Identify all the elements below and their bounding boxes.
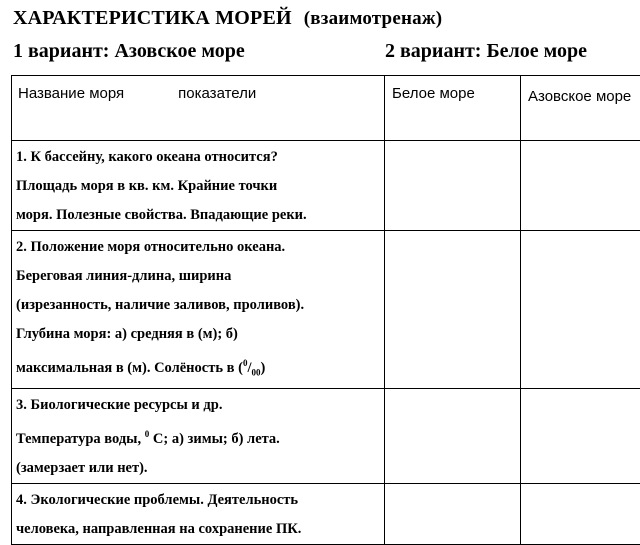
row-4-indicators xyxy=(12,483,385,544)
row-1-white-sea-cell[interactable] xyxy=(385,141,521,231)
variant-2: 2 вариант: Белое море xyxy=(385,40,587,63)
permille-slash: / xyxy=(247,360,251,376)
header-azov-sea: Азовское море xyxy=(521,76,640,141)
table-header-row xyxy=(12,76,640,141)
row-4-azov-sea-cell[interactable] xyxy=(521,483,640,544)
title-main: ХАРАКТЕРИСТИКА МОРЕЙ xyxy=(13,7,292,29)
row-1-line-3: моря. Полезные свойства. Впадающие реки. xyxy=(16,201,380,230)
row-2-indicators xyxy=(12,231,385,389)
row-3-indicators xyxy=(12,388,385,483)
table-row xyxy=(12,483,640,544)
row-2-line-5-text: максимальная в (м). Солёность в ( xyxy=(16,360,243,376)
degree-sup: 0 xyxy=(145,429,150,439)
row-2-line-3: (изрезанность, наличие заливов, проливов). xyxy=(16,291,380,320)
permille-sub: 00 xyxy=(251,368,260,378)
row-3-line-2-end: С; а) зимы; б) лета. xyxy=(149,431,280,447)
row-2-line-5-end: ) xyxy=(260,360,265,376)
header-indicators-label: показатели xyxy=(178,85,256,102)
row-3-line-3: (замерзает или нет). xyxy=(16,454,380,483)
row-1-indicators xyxy=(12,141,385,231)
row-2-line-5 xyxy=(16,349,380,388)
row-2-line-4: Глубина моря: а) средняя в (м); б) xyxy=(16,320,380,349)
header-name-label: Название моря xyxy=(18,85,124,102)
row-3-line-2 xyxy=(16,420,380,454)
row-1-azov-sea-cell[interactable] xyxy=(521,141,640,231)
row-2-line-1: 2. Положение моря относительно океана. xyxy=(16,233,380,262)
header-white-sea: Белое море xyxy=(385,76,521,141)
header-name-cell xyxy=(12,76,385,141)
title-subtitle: (взаимотренаж) xyxy=(304,8,443,29)
variant-1: 1 вариант: Азовское море xyxy=(13,40,245,63)
row-2-azov-sea-cell[interactable] xyxy=(521,231,640,389)
row-3-white-sea-cell[interactable] xyxy=(385,388,521,483)
page-title xyxy=(13,7,442,30)
table-row xyxy=(12,231,640,389)
row-1-line-1: 1. К бассейну, какого океана относится? xyxy=(16,143,380,172)
row-3-line-1: 3. Биологические ресурсы и др. xyxy=(16,391,380,420)
permille-sup: 0 xyxy=(243,358,248,368)
row-1-line-2: Площадь моря в кв. км. Крайние точки xyxy=(16,172,380,201)
table-row xyxy=(12,141,640,231)
table-row xyxy=(12,388,640,483)
row-3-line-2-text: Температура воды, xyxy=(16,431,145,447)
row-2-white-sea-cell[interactable] xyxy=(385,231,521,389)
row-2-line-2: Береговая линия-длина, ширина xyxy=(16,262,380,291)
seas-table xyxy=(11,75,640,545)
row-3-azov-sea-cell[interactable] xyxy=(521,388,640,483)
row-4-line-2: человека, направленная на сохранение ПК. xyxy=(16,515,380,544)
row-4-line-1: 4. Экологические проблемы. Деятельность xyxy=(16,486,380,515)
row-4-white-sea-cell[interactable] xyxy=(385,483,521,544)
